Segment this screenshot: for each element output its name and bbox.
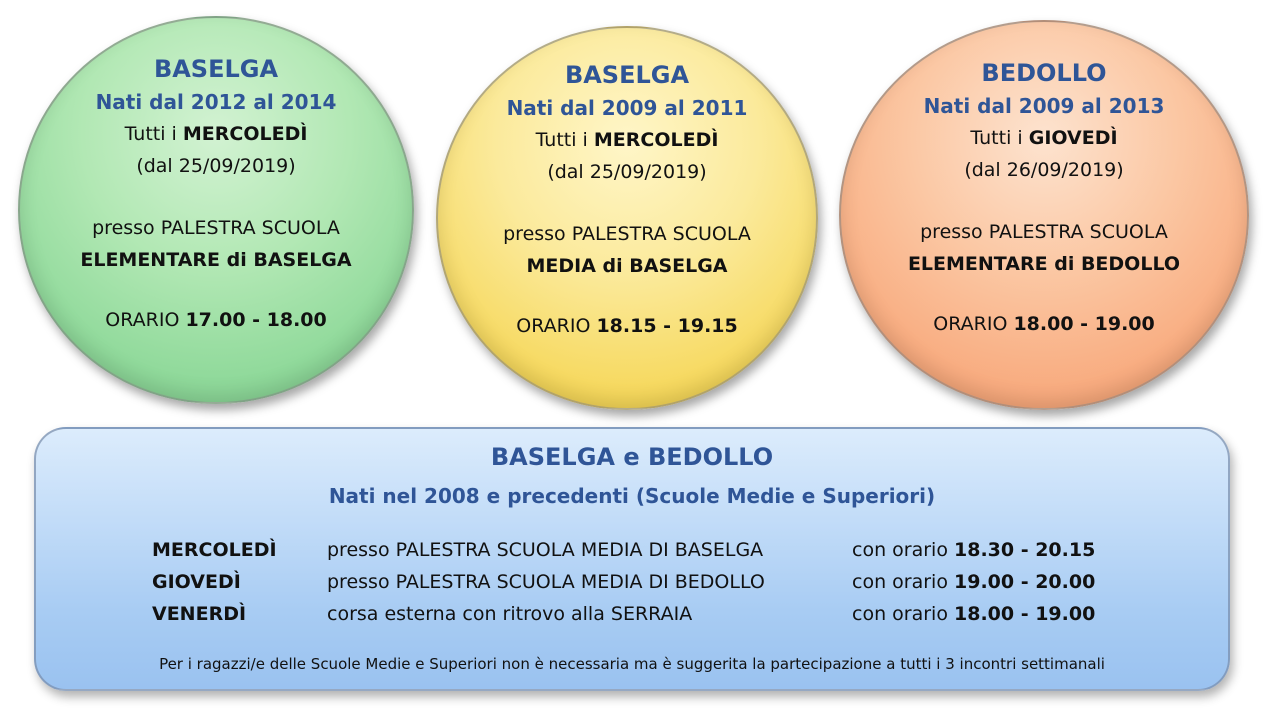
circle-birth-years: Nati dal 2012 al 2014 <box>95 90 337 114</box>
circle-birth-years: Nati dal 2009 al 2013 <box>923 94 1165 118</box>
row-day: GIOVEDÌ <box>152 571 241 593</box>
circle-time: 18.15 - 19.15 <box>596 315 738 337</box>
circle-time-label: ORARIO <box>933 313 1014 335</box>
row-time: 18.00 - 19.00 <box>954 603 1096 625</box>
circle-time: 17.00 - 18.00 <box>185 309 327 331</box>
circle-venue-line1: presso PALESTRA SCUOLA <box>503 223 751 245</box>
circle-time-label: ORARIO <box>105 309 186 331</box>
circle-venue-line2: ELEMENTARE di BASELGA <box>80 249 352 271</box>
circle-time: 18.00 - 19.00 <box>1013 313 1155 335</box>
box-subtitle: Nati nel 2008 e precedenti (Scuole Medie e Superiori) <box>328 484 936 508</box>
circle-venue-line1: presso PALESTRA SCUOLA <box>920 221 1168 243</box>
row-time-label: con orario <box>852 539 954 561</box>
circle-birth-years: Nati dal 2009 al 2011 <box>506 96 748 120</box>
circle-day: MERCOLEDÌ <box>182 123 308 145</box>
circle-day-line <box>841 122 1247 154</box>
circle-day: MERCOLEDÌ <box>593 129 719 151</box>
circle-venue-line2: MEDIA di BASELGA <box>526 255 728 277</box>
circle-place: BASELGA <box>564 61 690 89</box>
group-circle-bedollo-2009 <box>839 20 1249 410</box>
circle-place: BEDOLLO <box>981 59 1107 87</box>
row-time: 18.30 - 20.15 <box>954 539 1096 561</box>
circle-start-date: (dal 26/09/2019) <box>964 159 1124 181</box>
row-day: VENERDÌ <box>152 603 247 625</box>
group-circle-baselga-2012 <box>18 16 414 404</box>
row-location: presso PALESTRA SCUOLA MEDIA DI BASELGA <box>327 539 764 561</box>
row-day: MERCOLEDÌ <box>152 539 277 561</box>
circle-place: BASELGA <box>153 55 279 83</box>
circle-day-line <box>438 124 816 156</box>
circle-venue-line1: presso PALESTRA SCUOLA <box>92 217 340 239</box>
circle-venue-line2: ELEMENTARE di BEDOLLO <box>907 253 1181 275</box>
circle-day-prefix: Tutti i <box>124 123 183 145</box>
circle-start-date: (dal 25/09/2019) <box>136 155 296 177</box>
schedule-row <box>36 603 1228 633</box>
group-circle-baselga-2009 <box>436 26 818 410</box>
box-title: BASELGA e BEDOLLO <box>490 443 774 471</box>
row-time-line <box>852 571 1095 593</box>
circle-time-line <box>841 308 1247 340</box>
row-time-label: con orario <box>852 603 954 625</box>
row-location: corsa esterna con ritrovo alla SERRAIA <box>327 603 693 625</box>
schedule-row <box>36 539 1228 569</box>
circle-day-prefix: Tutti i <box>970 127 1029 149</box>
row-time-line <box>852 539 1095 561</box>
row-time-label: con orario <box>852 571 954 593</box>
row-time: 19.00 - 20.00 <box>954 571 1096 593</box>
footnote: Per i ragazzi/e delle Scuole Medie e Superiori non è necessaria ma è suggerita la partecipazione a tutti i 3 incontri settimanali <box>159 655 1105 673</box>
row-time-line <box>852 603 1095 625</box>
circle-day: GIOVEDÌ <box>1028 127 1118 149</box>
circle-time-line <box>438 310 816 342</box>
circle-time-label: ORARIO <box>516 315 597 337</box>
schedule-row <box>36 571 1228 601</box>
circle-day-prefix: Tutti i <box>535 129 594 151</box>
circle-time-line <box>20 304 412 336</box>
row-location: presso PALESTRA SCUOLA MEDIA DI BEDOLLO <box>327 571 765 593</box>
circle-start-date: (dal 25/09/2019) <box>547 161 707 183</box>
senior-group-box <box>34 427 1230 691</box>
circle-day-line <box>20 118 412 150</box>
